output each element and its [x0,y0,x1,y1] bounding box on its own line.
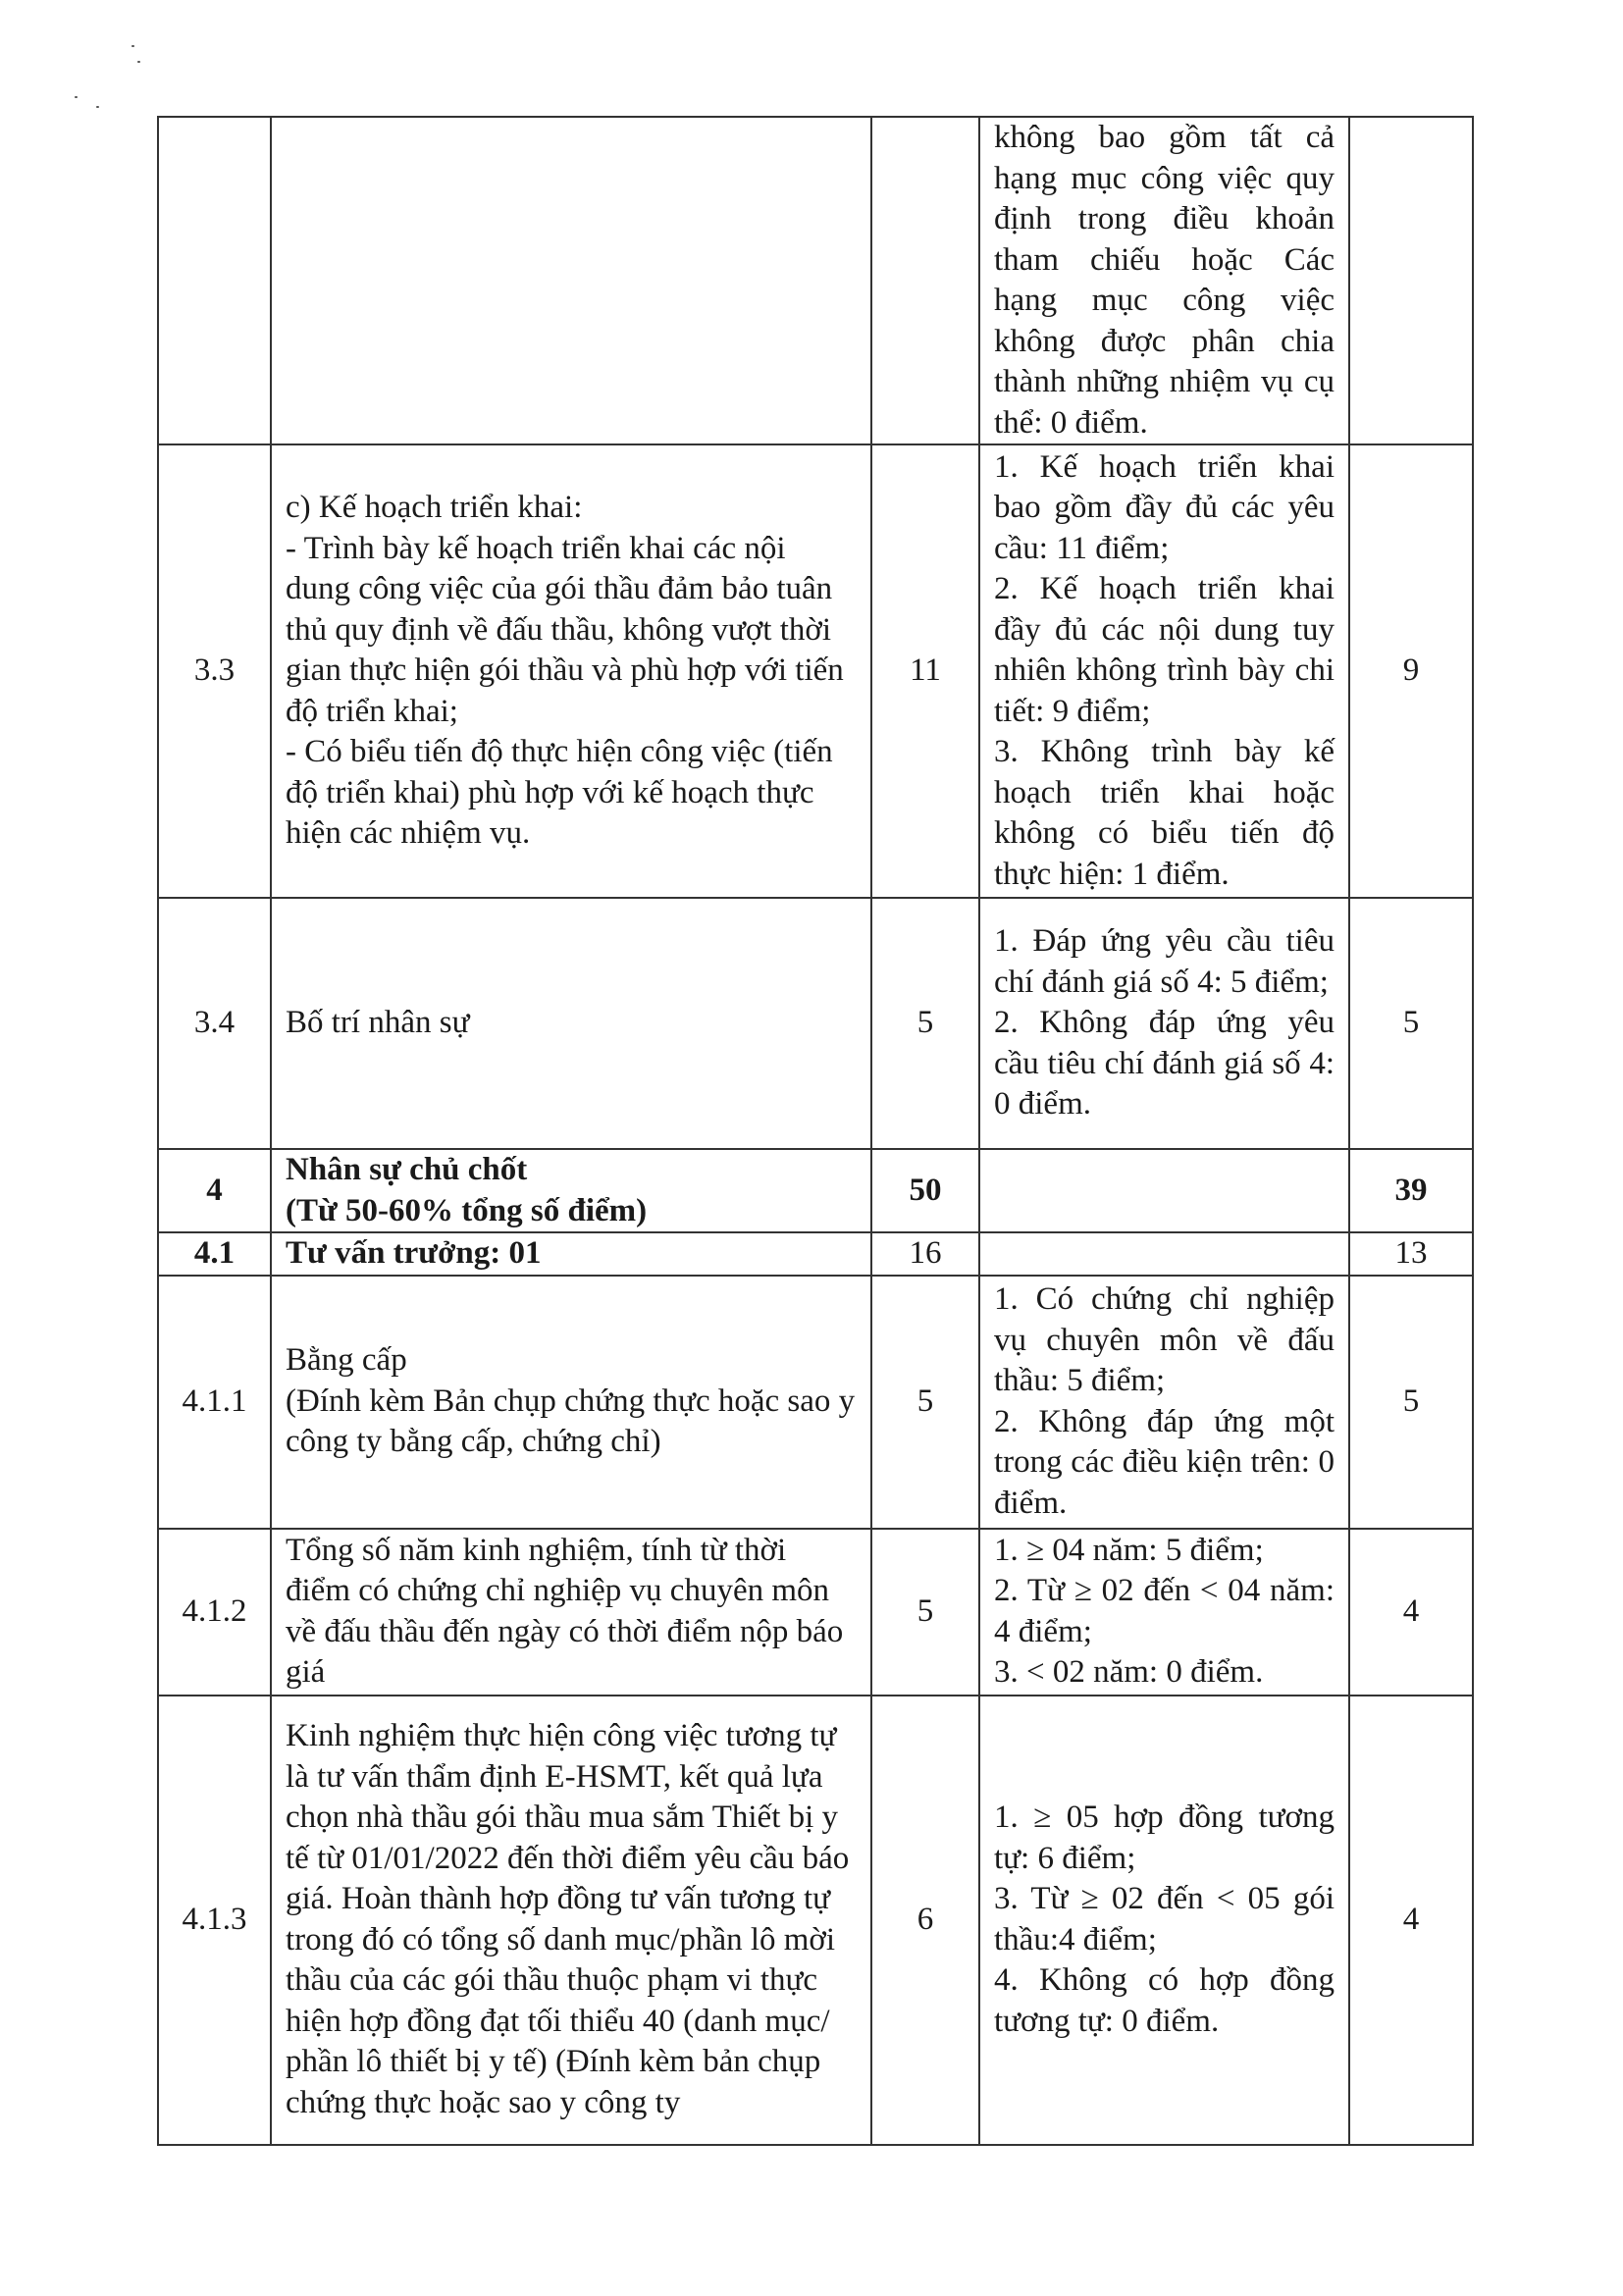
row-number: 3.3 [158,444,271,898]
criterion-cell [271,117,871,444]
criterion-cell [271,1696,871,2145]
table-row [158,1149,1473,1232]
scan-speck [131,45,134,47]
row-number: 4.1.3 [158,1696,271,2145]
table-row [158,898,1473,1149]
criterion-cell [271,1149,871,1232]
table-row [158,117,1473,444]
max-score: 50 [871,1149,979,1232]
max-score: 5 [871,1529,979,1696]
scoring-rule-cell [979,1276,1349,1529]
table-row [158,1696,1473,2145]
scoring-rule-text: 1. ≥ 05 hợp đồng tương tự: 6 điểm; 3. Từ ≥ 02 đến < 05 gói thầu:4 điểm; 4. Không có hợp đồng tương tự: 0 điểm. [994,1800,1335,2039]
criterion-text: Bố trí nhân sự [286,1005,470,1041]
scoring-rule-cell [979,444,1349,898]
scan-speck [96,106,99,108]
row-number [158,117,271,444]
scoring-rule-cell [979,1529,1349,1696]
row-number: 4.1 [158,1232,271,1276]
awarded-score: 5 [1349,1276,1473,1529]
awarded-score: 13 [1349,1232,1473,1276]
row-number: 3.4 [158,898,271,1149]
criterion-text: Kinh nghiệm thực hiện công việc tương tự là tư vấn thẩm định E-HSMT, kết quả lựa chọn nhà thầu gói thầu mua sắm Thiết bị y tế từ 01/01/2022 đến thời điểm yêu cầu báo giá. Hoàn thành hợp đồng tư vấn tương tự trong đó có tổng số danh mục/phần lô mời thầu của các gói thầu thuộc phạm vi thực hiện hợp đồng đạt tối thiểu 40 (danh mục/ phần lô thiết bị y tế) (Đính kèm bản chụp chứng thực hoặc sao y công ty [286,1718,850,2120]
max-score: 6 [871,1696,979,2145]
table-row [158,444,1473,898]
max-score [871,117,979,444]
criterion-text: Nhân sự chủ chốt (Từ 50-60% tổng số điểm) [286,1152,648,1228]
scoring-rule-cell [979,1232,1349,1276]
awarded-score: 39 [1349,1149,1473,1232]
table-row [158,1276,1473,1529]
table-row [158,1529,1473,1696]
evaluation-table [157,116,1474,2146]
awarded-score: 4 [1349,1529,1473,1696]
awarded-score: 9 [1349,444,1473,898]
criterion-cell [271,1276,871,1529]
scoring-rule-cell [979,1149,1349,1232]
scoring-rule-cell [979,117,1349,444]
awarded-score: 4 [1349,1696,1473,2145]
row-number: 4.1.1 [158,1276,271,1529]
scan-speck [75,96,78,98]
scoring-rule-cell [979,898,1349,1149]
max-score: 5 [871,898,979,1149]
criterion-cell [271,1529,871,1696]
scoring-rule-text: 1. ≥ 04 năm: 5 điểm; 2. Từ ≥ 02 đến < 04 năm: 4 điểm; 3. < 02 năm: 0 điểm. [994,1532,1335,1690]
criterion-cell [271,444,871,898]
criterion-text: Tư vấn trưởng: 01 [286,1235,542,1271]
criterion-cell [271,898,871,1149]
awarded-score [1349,117,1473,444]
scoring-rule-text: không bao gồm tất cả hạng mục công việc quy định trong điều khoản tham chiếu hoặc Các hạng mục công việc không được phân chia thành những nhiệm vụ cụ thể: 0 điểm. [994,120,1335,441]
scoring-rule-text: 1. Có chứng chỉ nghiệp vụ chuyên môn về đấu thầu: 5 điểm; 2. Không đáp ứng một trong các điều kiện trên: 0 điểm. [994,1281,1335,1521]
scoring-rule-text: 1. Đáp ứng yêu cầu tiêu chí đánh giá số 4: 5 điểm; 2. Không đáp ứng yêu cầu tiêu chí đánh giá số 4: 0 điểm. [994,923,1335,1122]
criterion-cell [271,1232,871,1276]
row-number: 4.1.2 [158,1529,271,1696]
max-score: 16 [871,1232,979,1276]
scan-speck [137,61,140,63]
criterion-text: Tổng số năm kinh nghiệm, tính từ thời điểm có chứng chỉ nghiệp vụ chuyên môn về đấu thầu đến ngày có thời điểm nộp báo giá [286,1532,844,1690]
scoring-rule-text: 1. Kế hoạch triển khai bao gồm đầy đủ các yêu cầu: 11 điểm; 2. Kế hoạch triển khai đầy đủ các nội dung tuy nhiên không trình bày chi tiết: 9 điểm; 3. Không trình bày kế hoạch triển khai hoặc không có biểu tiến độ thực hiện: 1 điểm. [994,448,1335,892]
max-score: 5 [871,1276,979,1529]
scoring-rule-cell [979,1696,1349,2145]
criterion-text: Bằng cấp (Đính kèm Bản chụp chứng thực hoặc sao y công ty bằng cấp, chứng chỉ) [286,1342,856,1460]
row-number: 4 [158,1149,271,1232]
awarded-score: 5 [1349,898,1473,1149]
max-score: 11 [871,444,979,898]
criterion-text: c) Kế hoạch triển khai: - Trình bày kế hoạch triển khai các nội dung công việc của gói thầu đảm bảo tuân thủ quy định về đấu thầu, không vượt thời gian thực hiện gói thầu và phù hợp với tiến độ triển khai; - Có biểu tiến độ thực hiện công việc (tiến độ triển khai) phù hợp với kế hoạch thực hiện các nhiệm vụ. [286,490,844,852]
table-row [158,1232,1473,1276]
